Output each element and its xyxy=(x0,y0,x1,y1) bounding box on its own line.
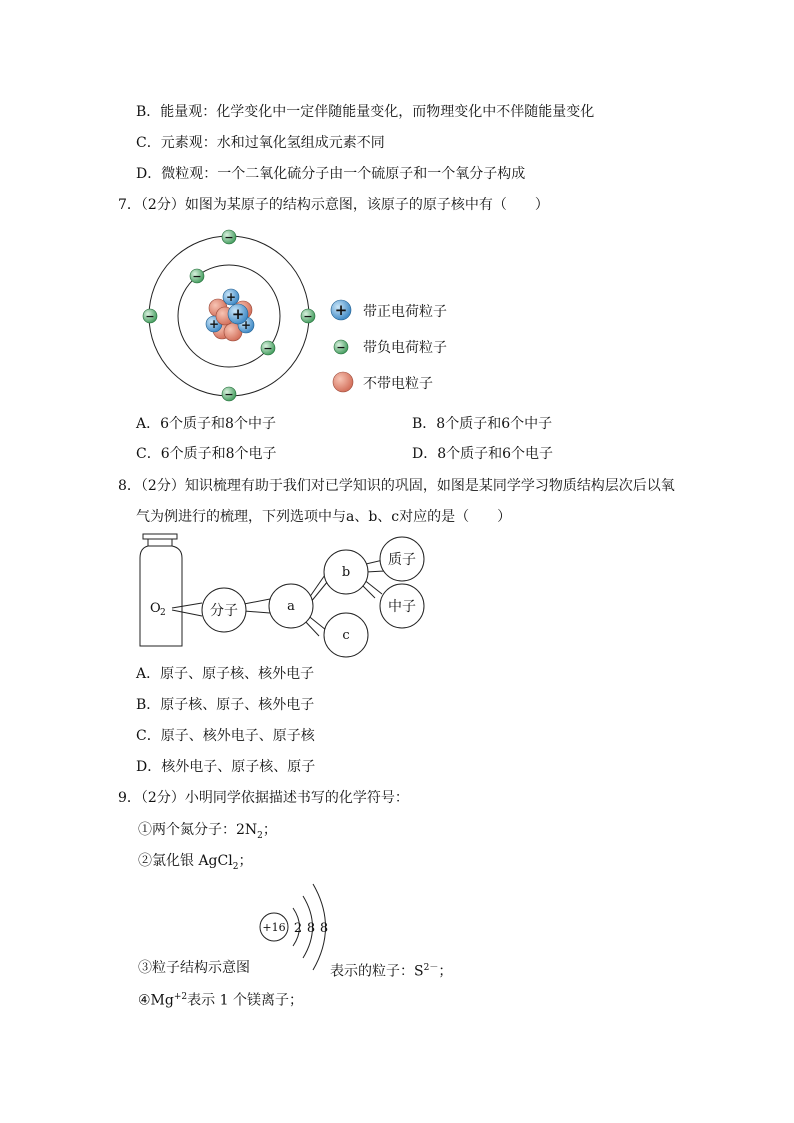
item-text: ④Mg xyxy=(138,992,174,1009)
q7-option-c xyxy=(136,444,277,464)
ion-shell-count: 8 xyxy=(319,921,329,936)
sulfur-ion-diagram xyxy=(258,880,338,974)
plus-sign: + xyxy=(208,317,220,331)
svg-text:a: a xyxy=(287,599,295,614)
option-letter: B． xyxy=(136,104,161,120)
q7-stem: 7．（2分）如图为某原子的结构示意图，该原子的原子核中有（ ） xyxy=(118,197,549,213)
option-text: 原子、原子核、核外电子 xyxy=(160,666,315,682)
svg-text:带正电荷粒子: 带正电荷粒子 xyxy=(363,304,447,320)
plus-sign: + xyxy=(231,305,245,323)
q7-option-a xyxy=(136,414,276,434)
item-text: 表示 1 个镁离子； xyxy=(187,992,303,1009)
superscript: +2 xyxy=(173,992,188,1002)
gas-bottle-icon xyxy=(140,534,182,646)
option-text: 8个质子和6个中子 xyxy=(436,416,553,432)
q8-option-b xyxy=(136,695,314,715)
option-letter: D． xyxy=(136,759,162,775)
item-punct: ； xyxy=(238,853,253,869)
q9-item-3-right xyxy=(330,958,452,982)
q8-stem-line2: 气为例进行的梳理，下列选项中与a、b、c对应的是（ ） xyxy=(136,509,512,525)
item-text: ①两个氮分子：2N xyxy=(138,822,258,838)
option-letter: A． xyxy=(136,416,161,432)
legend-positive xyxy=(331,300,447,320)
electron xyxy=(261,341,275,355)
svg-text:−: − xyxy=(263,342,273,355)
q8-stem-line1: 8．（2分）知识梳理有助于我们对已学知识的巩固，如图是某同学学习物质结构层次后以氧 xyxy=(118,478,675,494)
nucleus xyxy=(206,289,254,341)
option-text: 微粒观：一个二氧化硫分子由一个硫原子和一个氧分子构成 xyxy=(161,166,526,182)
svg-text:+: + xyxy=(334,301,348,319)
option-letter: D． xyxy=(412,446,438,462)
electron xyxy=(222,230,236,244)
node-c xyxy=(324,613,368,657)
option-text: 元素观：水和过氧化氢组成元素不同 xyxy=(160,135,385,151)
option-text: 原子、核外电子、原子核 xyxy=(160,728,315,744)
legend-negative xyxy=(334,339,447,356)
svg-text:不带电粒子: 不带电粒子 xyxy=(363,376,433,392)
option-letter: C． xyxy=(136,728,161,744)
subscript: 2 xyxy=(232,861,239,872)
svg-text:−: − xyxy=(336,341,346,354)
oxygen-structure-diagram xyxy=(136,534,436,660)
molecule-node xyxy=(202,588,246,632)
legend-neutral xyxy=(333,372,433,392)
q9-stem: 9．（2分）小明同学依据描述书写的化学符号： xyxy=(118,790,409,806)
svg-text:−: − xyxy=(145,310,155,323)
q8-option-a xyxy=(136,664,314,684)
option-letter: C． xyxy=(136,135,161,151)
svg-text:c: c xyxy=(342,628,350,643)
plus-sign: + xyxy=(225,290,237,304)
option-text: 6个质子和8个中子 xyxy=(160,416,276,432)
option-letter: B． xyxy=(136,697,161,713)
q9-item-1 xyxy=(138,820,277,846)
q7-option-b xyxy=(412,414,552,434)
ion-shell-count: 8 xyxy=(306,921,316,936)
item-punct: ； xyxy=(262,822,277,838)
svg-text:−: − xyxy=(192,270,202,283)
option-letter: A． xyxy=(136,666,161,682)
option-letter: D． xyxy=(136,166,162,182)
option-text: 6个质子和8个电子 xyxy=(160,446,277,462)
svg-text:分子: 分子 xyxy=(210,603,238,619)
ion-nucleus-label: +16 xyxy=(262,921,286,934)
item-text: 表示的粒子：S xyxy=(330,963,424,980)
item-punct: ； xyxy=(438,963,453,980)
ion-shell-count: 2 xyxy=(293,921,303,936)
svg-text:b: b xyxy=(341,565,351,580)
q6-option-c xyxy=(136,133,385,153)
electron xyxy=(190,269,204,283)
q7-option-d xyxy=(412,444,553,464)
q9-item-4 xyxy=(138,987,303,1011)
neutron-node xyxy=(380,584,424,628)
q8-option-c xyxy=(136,726,315,746)
option-text: 8个质子和6个电子 xyxy=(437,446,554,462)
q9-item-3-left: ③粒子结构示意图 xyxy=(138,960,250,976)
q6-option-d xyxy=(136,164,525,184)
svg-text:−: − xyxy=(224,388,234,401)
option-letter: B． xyxy=(412,416,437,432)
svg-text:质子: 质子 xyxy=(388,552,416,568)
node-a xyxy=(269,584,313,628)
svg-text:O: O xyxy=(150,601,161,616)
proton-node xyxy=(380,537,424,581)
svg-text:带负电荷粒子: 带负电荷粒子 xyxy=(363,340,447,356)
option-letter: C． xyxy=(136,446,161,462)
svg-text:−: − xyxy=(303,310,313,323)
option-text: 能量观：化学变化中一定伴随能量变化，而物理变化中不伴随能量变化 xyxy=(160,104,595,120)
svg-text:中子: 中子 xyxy=(388,599,416,615)
electron xyxy=(301,309,315,323)
svg-text:2: 2 xyxy=(160,608,166,618)
superscript: 2－ xyxy=(423,963,439,973)
svg-text:−: − xyxy=(224,231,234,244)
atom-structure-diagram xyxy=(138,226,478,406)
q9-item-2 xyxy=(138,851,252,877)
plus-sign: + xyxy=(240,318,252,332)
node-b xyxy=(324,550,368,594)
electron xyxy=(222,387,236,401)
electron xyxy=(143,309,157,323)
option-text: 原子核、原子、核外电子 xyxy=(160,697,315,713)
q6-option-b xyxy=(136,102,594,122)
q8-option-d xyxy=(136,757,315,777)
subscript: 2 xyxy=(257,830,263,841)
item-text: ②氯化银 AgCl xyxy=(138,853,233,869)
option-text: 核外电子、原子核、原子 xyxy=(161,759,316,775)
